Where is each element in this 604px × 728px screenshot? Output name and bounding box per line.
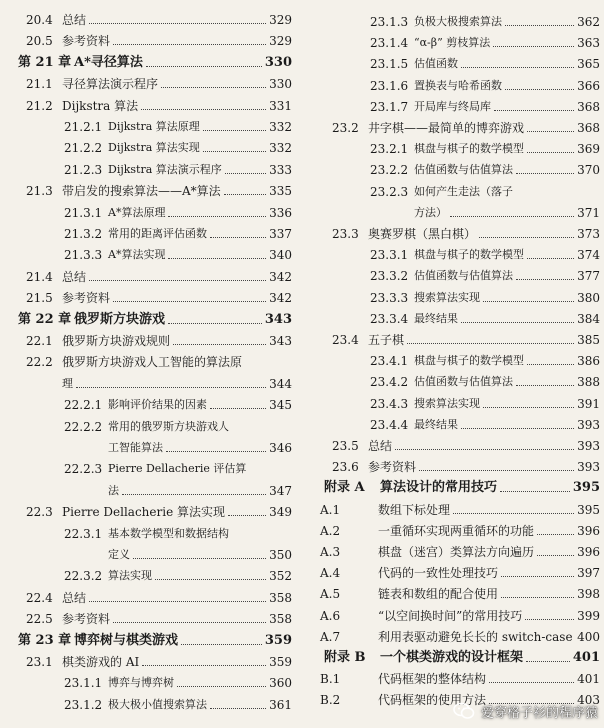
toc-entry-number: 22.2.3 bbox=[64, 462, 103, 477]
dot-leader bbox=[113, 44, 286, 45]
toc-entry-title: 估值函数与估值算法 bbox=[414, 266, 516, 286]
toc-entry-number: 23.3.1 bbox=[370, 248, 409, 263]
toc-entry-title: 总结 bbox=[62, 10, 89, 30]
toc-entry-page: 395 bbox=[570, 478, 600, 498]
toc-entry-number: 23.4 bbox=[332, 333, 359, 347]
toc-entry-number: 23.5 bbox=[332, 439, 359, 453]
toc-entry bbox=[0, 588, 296, 608]
toc-entry-title: 井字棋——最简单的博弈游戏 bbox=[368, 118, 527, 138]
toc-entry bbox=[0, 502, 296, 522]
toc-entry bbox=[306, 436, 604, 456]
toc-entry-title: 搜索算法实现 bbox=[414, 288, 483, 308]
toc-entry-title: 参考资料 bbox=[62, 609, 113, 629]
toc-entry-number: 23.4.2 bbox=[370, 375, 409, 390]
toc-entry-page: 370 bbox=[574, 160, 600, 180]
toc-entry bbox=[306, 415, 604, 435]
toc-entry bbox=[0, 417, 296, 437]
toc-entry-page: 403 bbox=[574, 690, 600, 710]
toc-entry-number: A.5 bbox=[320, 587, 341, 602]
toc-entry-title: 影响评价结果的因素 bbox=[108, 395, 210, 415]
dot-leader bbox=[133, 558, 286, 559]
toc-entry-page: 396 bbox=[574, 542, 600, 562]
toc-entry-page: 345 bbox=[266, 395, 292, 415]
toc-entry bbox=[0, 524, 296, 544]
toc-entry-number: 附录 B bbox=[324, 650, 366, 665]
toc-entry-number: 21.3.1 bbox=[64, 205, 103, 220]
toc-entry-title: 最终结果 bbox=[414, 309, 461, 329]
toc-entry-number: B.2 bbox=[320, 693, 341, 708]
toc-entry-title: 置换表与哈希函数 bbox=[414, 76, 505, 96]
toc-entry bbox=[306, 669, 604, 689]
toc-entry bbox=[306, 542, 604, 562]
toc-entry bbox=[0, 438, 296, 458]
toc-entry-number: 22.3.1 bbox=[64, 526, 103, 541]
toc-entry-number: 21.5 bbox=[26, 291, 53, 306]
dot-leader bbox=[395, 449, 594, 450]
toc-entry-title: 如何产生走法（落子 bbox=[414, 182, 516, 202]
toc-entry-title: 棋盘（迷宫）类算法方向遍历 bbox=[378, 542, 537, 562]
toc-entry-title: 代码框架的使用方法 bbox=[378, 690, 489, 710]
watermark bbox=[453, 698, 598, 724]
toc-entry bbox=[0, 245, 296, 265]
toc-entry bbox=[306, 224, 604, 244]
toc-entry-number: 第 23 章 bbox=[18, 632, 72, 648]
toc-entry bbox=[306, 563, 604, 583]
toc-entry-page: 365 bbox=[574, 54, 600, 74]
toc-entry-number: A.4 bbox=[320, 566, 341, 581]
toc-entry-number: 23.3 bbox=[332, 227, 359, 241]
toc-entry bbox=[0, 695, 296, 715]
toc-entry-number: B.1 bbox=[320, 672, 341, 687]
toc-entry-title: 参考资料 bbox=[62, 288, 113, 308]
toc-entry-title: 参考资料 bbox=[62, 31, 113, 51]
toc-entry-number: 21.3.2 bbox=[64, 227, 103, 241]
toc-entry-number: A.3 bbox=[320, 545, 341, 559]
toc-entry-title: 俄罗斯方块游戏 bbox=[74, 310, 168, 330]
toc-entry-title: 算法实现 bbox=[108, 566, 155, 586]
toc-entry-page: 360 bbox=[266, 673, 292, 693]
toc-entry-title: 参考资料 bbox=[368, 457, 419, 477]
toc-entry-number: 21.2.1 bbox=[64, 120, 103, 134]
toc-entry-page: 332 bbox=[266, 117, 292, 137]
toc-entry-title: 棋盘与棋子的数学模型 bbox=[414, 245, 527, 265]
toc-entry-page: 330 bbox=[262, 53, 292, 73]
toc-entry bbox=[0, 331, 296, 351]
toc-entry-page: 400 bbox=[574, 627, 600, 647]
toc-entry bbox=[0, 74, 296, 94]
dot-leader bbox=[76, 387, 286, 388]
toc-entry-page: 369 bbox=[574, 139, 600, 159]
toc-entry-number: 23.1.3 bbox=[370, 15, 409, 29]
toc-entry bbox=[306, 457, 604, 477]
toc-entry-page: 361 bbox=[266, 695, 292, 715]
toc-entry-title: 搜索算法实现 bbox=[414, 394, 483, 414]
toc-entry-number: 23.4.4 bbox=[370, 417, 409, 432]
toc-entry-page: 342 bbox=[266, 288, 292, 308]
toc-entry-title: Dijkstra 算法 bbox=[62, 96, 141, 116]
toc-entry bbox=[0, 160, 296, 180]
toc-entry-number: 22.3 bbox=[26, 505, 53, 520]
toc-entry-title: 最终结果 bbox=[414, 415, 461, 435]
toc-entry-page: 377 bbox=[574, 266, 600, 286]
toc-entry bbox=[306, 12, 604, 32]
toc-entry-title: “以空间换时间”的常用技巧 bbox=[378, 606, 525, 626]
dot-leader bbox=[89, 280, 286, 281]
toc-entry bbox=[0, 117, 296, 137]
toc-entry-page: 335 bbox=[266, 181, 292, 201]
toc-entry-title: 总结 bbox=[62, 588, 89, 608]
toc-chapter-entry bbox=[0, 631, 296, 651]
toc-entry bbox=[306, 584, 604, 604]
toc-entry-page: 343 bbox=[266, 331, 292, 351]
toc-entry-title: A*寻径算法 bbox=[74, 53, 146, 73]
toc-entry-number: 21.4 bbox=[26, 269, 53, 284]
toc-entry-title: 代码框架的整体结构 bbox=[378, 669, 489, 689]
toc-entry bbox=[0, 267, 296, 287]
toc-entry-title: 利用表驱动避免长长的 switch-case bbox=[378, 627, 576, 647]
toc-entry bbox=[306, 351, 604, 371]
toc-entry-number: 23.1.7 bbox=[370, 99, 409, 114]
toc-entry-title: 一个棋类游戏的设计框架 bbox=[380, 648, 526, 668]
toc-entry bbox=[0, 673, 296, 693]
toc-entry bbox=[306, 245, 604, 265]
toc-entry-page: 391 bbox=[574, 394, 600, 414]
toc-entry-number: 22.3.2 bbox=[64, 569, 103, 584]
toc-entry-title: 博弈与博弈树 bbox=[108, 673, 177, 693]
toc-entry-title: 负极大极搜索算法 bbox=[414, 12, 505, 32]
dot-leader bbox=[122, 494, 286, 495]
toc-entry-page: 346 bbox=[266, 438, 292, 458]
toc-entry-title: A*算法原理 bbox=[108, 203, 168, 223]
toc-entry-page: 393 bbox=[574, 415, 600, 435]
toc-entry bbox=[0, 203, 296, 223]
toc-entry-number: 23.3.3 bbox=[370, 290, 409, 305]
toc-entry-title: 总结 bbox=[62, 267, 89, 287]
toc-entry-title: 棋类游戏的 AI bbox=[62, 652, 142, 672]
toc-entry-title: 估值函数 bbox=[414, 54, 461, 74]
toc-entry-page: 401 bbox=[570, 648, 600, 668]
toc-entry-number: 23.4.3 bbox=[370, 396, 409, 411]
toc-entry-page: 371 bbox=[574, 203, 600, 223]
toc-entry-title: Pierre Dellacherie 算法实现 bbox=[62, 502, 228, 522]
toc-entry-title: 俄罗斯方块游戏规则 bbox=[62, 331, 173, 351]
toc-entry-page: 401 bbox=[574, 669, 600, 689]
toc-entry bbox=[306, 309, 604, 329]
toc-entry-title: A*算法实现 bbox=[108, 245, 168, 265]
toc-entry-number: 20.4 bbox=[26, 13, 53, 27]
toc-entry-number: A.7 bbox=[320, 629, 341, 644]
toc-entry bbox=[306, 394, 604, 414]
toc-entry-title: 估值函数与估值算法 bbox=[414, 372, 516, 392]
toc-entry-page: 384 bbox=[574, 309, 600, 329]
toc-entry-page: 374 bbox=[574, 245, 600, 265]
toc-entry-number: 23.4.1 bbox=[370, 354, 409, 369]
toc-entry-title: 工智能算法 bbox=[108, 438, 166, 458]
wechat-icon bbox=[453, 702, 475, 720]
toc-entry-number: 22.2.1 bbox=[64, 398, 103, 413]
toc-entry-page: 398 bbox=[574, 584, 600, 604]
toc-entry-page: 373 bbox=[574, 224, 600, 244]
toc-entry bbox=[0, 374, 296, 394]
toc-entry-page: 347 bbox=[266, 481, 292, 501]
toc-entry-number: 21.2.3 bbox=[64, 162, 103, 177]
toc-entry-page: 362 bbox=[574, 12, 600, 32]
toc-entry-title: 理 bbox=[62, 374, 76, 394]
toc-entry-title: 常用的俄罗斯方块游戏人 bbox=[108, 417, 232, 437]
toc-entry-number: A.2 bbox=[320, 523, 341, 538]
toc-entry-title: 奥赛罗棋（黑白棋） bbox=[368, 224, 479, 244]
toc-entry bbox=[306, 521, 604, 541]
toc-entry-number: 22.1 bbox=[26, 334, 53, 348]
toc-entry-page: 399 bbox=[574, 606, 600, 626]
toc-chapter-entry bbox=[306, 648, 604, 668]
toc-entry-page: 393 bbox=[574, 436, 600, 456]
toc-entry-number: 20.5 bbox=[26, 34, 53, 49]
toc-entry bbox=[306, 160, 604, 180]
toc-entry-number: 第 22 章 bbox=[18, 311, 72, 327]
toc-entry-page: 342 bbox=[266, 267, 292, 287]
toc-entry-title: 博弈树与棋类游戏 bbox=[74, 631, 181, 651]
toc-chapter-entry bbox=[0, 310, 296, 330]
toc-entry-title: 算法设计的常用技巧 bbox=[380, 478, 500, 498]
toc-entry-number: 23.2.1 bbox=[370, 142, 409, 157]
toc-entry-number: 23.1.1 bbox=[64, 676, 103, 691]
toc-entry-page: 388 bbox=[574, 372, 600, 392]
toc-entry-page: 368 bbox=[574, 97, 600, 117]
toc-entry-number: 23.2.3 bbox=[370, 184, 409, 199]
toc-entry bbox=[306, 76, 604, 96]
toc-entry bbox=[306, 118, 604, 138]
toc-entry bbox=[0, 224, 296, 244]
toc-entry-number: 第 21 章 bbox=[18, 54, 72, 70]
toc-entry-page: 395 bbox=[574, 500, 600, 520]
toc-entry bbox=[306, 606, 604, 626]
toc-entry-title: 棋盘与棋子的数学模型 bbox=[414, 139, 527, 159]
toc-entry-number: 23.1 bbox=[26, 655, 53, 669]
toc-entry-page: 340 bbox=[266, 245, 292, 265]
toc-entry-title: Pierre Dellacherie 评估算 bbox=[108, 459, 249, 479]
toc-entry-title: Dijkstra 算法原理 bbox=[108, 117, 203, 137]
toc-entry-title: 棋盘与棋子的数学模型 bbox=[414, 351, 527, 371]
toc-chapter-entry bbox=[306, 478, 604, 498]
toc-entry-title: 链表和数组的配合使用 bbox=[378, 584, 501, 604]
toc-entry-number: 22.5 bbox=[26, 612, 53, 627]
toc-entry-title: 法 bbox=[108, 481, 122, 501]
dot-leader bbox=[113, 622, 286, 623]
toc-entry-number: 21.2.2 bbox=[64, 141, 103, 156]
toc-entry bbox=[0, 395, 296, 415]
toc-entry-page: 329 bbox=[266, 31, 292, 51]
toc-entry-title: 基本数学模型和数据结构 bbox=[108, 524, 232, 544]
toc-entry-page: 393 bbox=[574, 457, 600, 477]
toc-entry-title: 寻径算法演示程序 bbox=[62, 74, 161, 94]
toc-entry bbox=[0, 288, 296, 308]
toc-entry-page: 366 bbox=[574, 76, 600, 96]
toc-entry bbox=[306, 288, 604, 308]
toc-entry-title: 一重循环实现两重循环的功能 bbox=[378, 521, 537, 541]
toc-entry-number: 23.6 bbox=[332, 460, 359, 475]
toc-entry-number: 21.1 bbox=[26, 77, 53, 92]
toc-entry-title: 数组下标处理 bbox=[378, 500, 453, 520]
dot-leader bbox=[141, 109, 286, 110]
dot-leader bbox=[450, 216, 594, 217]
toc-entry-number: 21.2 bbox=[26, 98, 53, 113]
toc-entry bbox=[306, 97, 604, 117]
toc-entry bbox=[306, 266, 604, 286]
toc-entry-page: 337 bbox=[266, 224, 292, 244]
toc-entry-page: 329 bbox=[266, 10, 292, 30]
toc-entry-page: 363 bbox=[574, 33, 600, 53]
toc-entry bbox=[0, 481, 296, 501]
toc-entry-number: 23.3.2 bbox=[370, 269, 409, 284]
dot-leader bbox=[89, 23, 286, 24]
toc-entry-page: 386 bbox=[574, 351, 600, 371]
toc-chapter-entry bbox=[0, 53, 296, 73]
toc-entry bbox=[0, 10, 296, 30]
toc-entry-number: 21.3.3 bbox=[64, 248, 103, 263]
toc-entry bbox=[0, 545, 296, 565]
toc-entry-page: 352 bbox=[266, 566, 292, 586]
toc-entry bbox=[0, 31, 296, 51]
toc-entry-title: “α-β” 剪枝算法 bbox=[414, 33, 493, 53]
dot-leader bbox=[407, 343, 594, 344]
toc-entry bbox=[0, 96, 296, 116]
toc-entry bbox=[0, 566, 296, 586]
toc-entry-number: 23.1.4 bbox=[370, 36, 409, 51]
toc-entry-number: 23.1.2 bbox=[64, 697, 103, 712]
toc-entry-title: Dijkstra 算法演示程序 bbox=[108, 160, 225, 180]
toc-entry-page: 336 bbox=[266, 203, 292, 223]
toc-entry bbox=[306, 500, 604, 520]
dot-leader bbox=[89, 601, 286, 602]
dot-leader bbox=[419, 470, 594, 471]
toc-entry-page: 397 bbox=[574, 563, 600, 583]
toc-entry bbox=[306, 330, 604, 350]
toc-entry-page: 359 bbox=[262, 631, 292, 651]
toc-entry-number: 22.2 bbox=[26, 355, 53, 370]
toc-entry-page: 344 bbox=[266, 374, 292, 394]
toc-entry-number: 22.2.2 bbox=[64, 419, 103, 434]
toc-entry-page: 359 bbox=[266, 652, 292, 672]
toc-entry-number: 21.3 bbox=[26, 184, 53, 199]
toc-entry bbox=[306, 372, 604, 392]
toc-entry-number: 附录 A bbox=[324, 480, 365, 496]
toc-entry-page: 358 bbox=[266, 588, 292, 608]
toc-entry bbox=[306, 139, 604, 159]
toc-entry-title: 五子棋 bbox=[368, 330, 407, 350]
toc-entry-number: 23.2 bbox=[332, 121, 359, 135]
toc-entry bbox=[306, 182, 604, 202]
toc-entry-number: 23.1.6 bbox=[370, 78, 409, 93]
toc-entry-page: 331 bbox=[266, 96, 292, 116]
toc-entry-title: 俄罗斯方块游戏人工智能的算法原 bbox=[62, 352, 245, 372]
toc-entry bbox=[0, 652, 296, 672]
toc-entry bbox=[306, 54, 604, 74]
toc-entry-title: 极大极小值搜索算法 bbox=[108, 695, 210, 715]
toc-entry-number: A.1 bbox=[320, 502, 341, 517]
toc-entry-title: Dijkstra 算法实现 bbox=[108, 138, 203, 158]
toc-entry-page: 358 bbox=[266, 609, 292, 629]
toc-entry-page: 332 bbox=[266, 138, 292, 158]
toc-entry-title: 常用的距离评估函数 bbox=[108, 224, 210, 244]
toc-entry bbox=[0, 138, 296, 158]
toc-entry-page: 330 bbox=[266, 74, 292, 94]
toc-entry-page: 349 bbox=[266, 502, 292, 522]
toc-entry bbox=[0, 181, 296, 201]
toc-entry-page: 396 bbox=[574, 521, 600, 541]
toc-entry-number: 23.2.2 bbox=[370, 163, 409, 178]
watermark-text: 爱穿格子衫的程序猿 bbox=[480, 705, 598, 721]
toc-entry-number: 23.1.5 bbox=[370, 57, 409, 72]
toc-entry bbox=[306, 203, 604, 223]
toc-entry-number: 22.4 bbox=[26, 590, 53, 605]
toc-entry-title: 代码的一致性处理技巧 bbox=[378, 563, 501, 583]
toc-entry bbox=[306, 33, 604, 53]
toc-entry-page: 333 bbox=[266, 160, 292, 180]
toc-entry-title: 方法） bbox=[414, 203, 450, 223]
toc-entry-page: 380 bbox=[574, 288, 600, 308]
toc-entry-title: 总结 bbox=[368, 436, 395, 456]
dot-leader bbox=[453, 513, 594, 514]
dot-leader bbox=[113, 301, 286, 302]
toc-entry-number: A.6 bbox=[320, 608, 341, 623]
toc-entry-number: 23.3.4 bbox=[370, 311, 409, 326]
toc-entry bbox=[0, 352, 296, 372]
toc-entry-title: 带启发的搜索算法——A*算法 bbox=[62, 181, 224, 201]
toc-entry-title: 估值函数与估值算法 bbox=[414, 160, 516, 180]
toc-entry bbox=[0, 459, 296, 479]
toc-entry-page: 368 bbox=[574, 118, 600, 138]
toc-entry-page: 343 bbox=[262, 310, 292, 330]
toc-entry-page: 385 bbox=[574, 330, 600, 350]
toc-entry-title: 开局库与终局库 bbox=[414, 97, 494, 117]
toc-entry bbox=[306, 627, 604, 647]
toc-entry-page: 350 bbox=[266, 545, 292, 565]
dot-leader bbox=[142, 665, 286, 666]
toc-entry-title: 定义 bbox=[108, 545, 133, 565]
toc-entry bbox=[0, 609, 296, 629]
